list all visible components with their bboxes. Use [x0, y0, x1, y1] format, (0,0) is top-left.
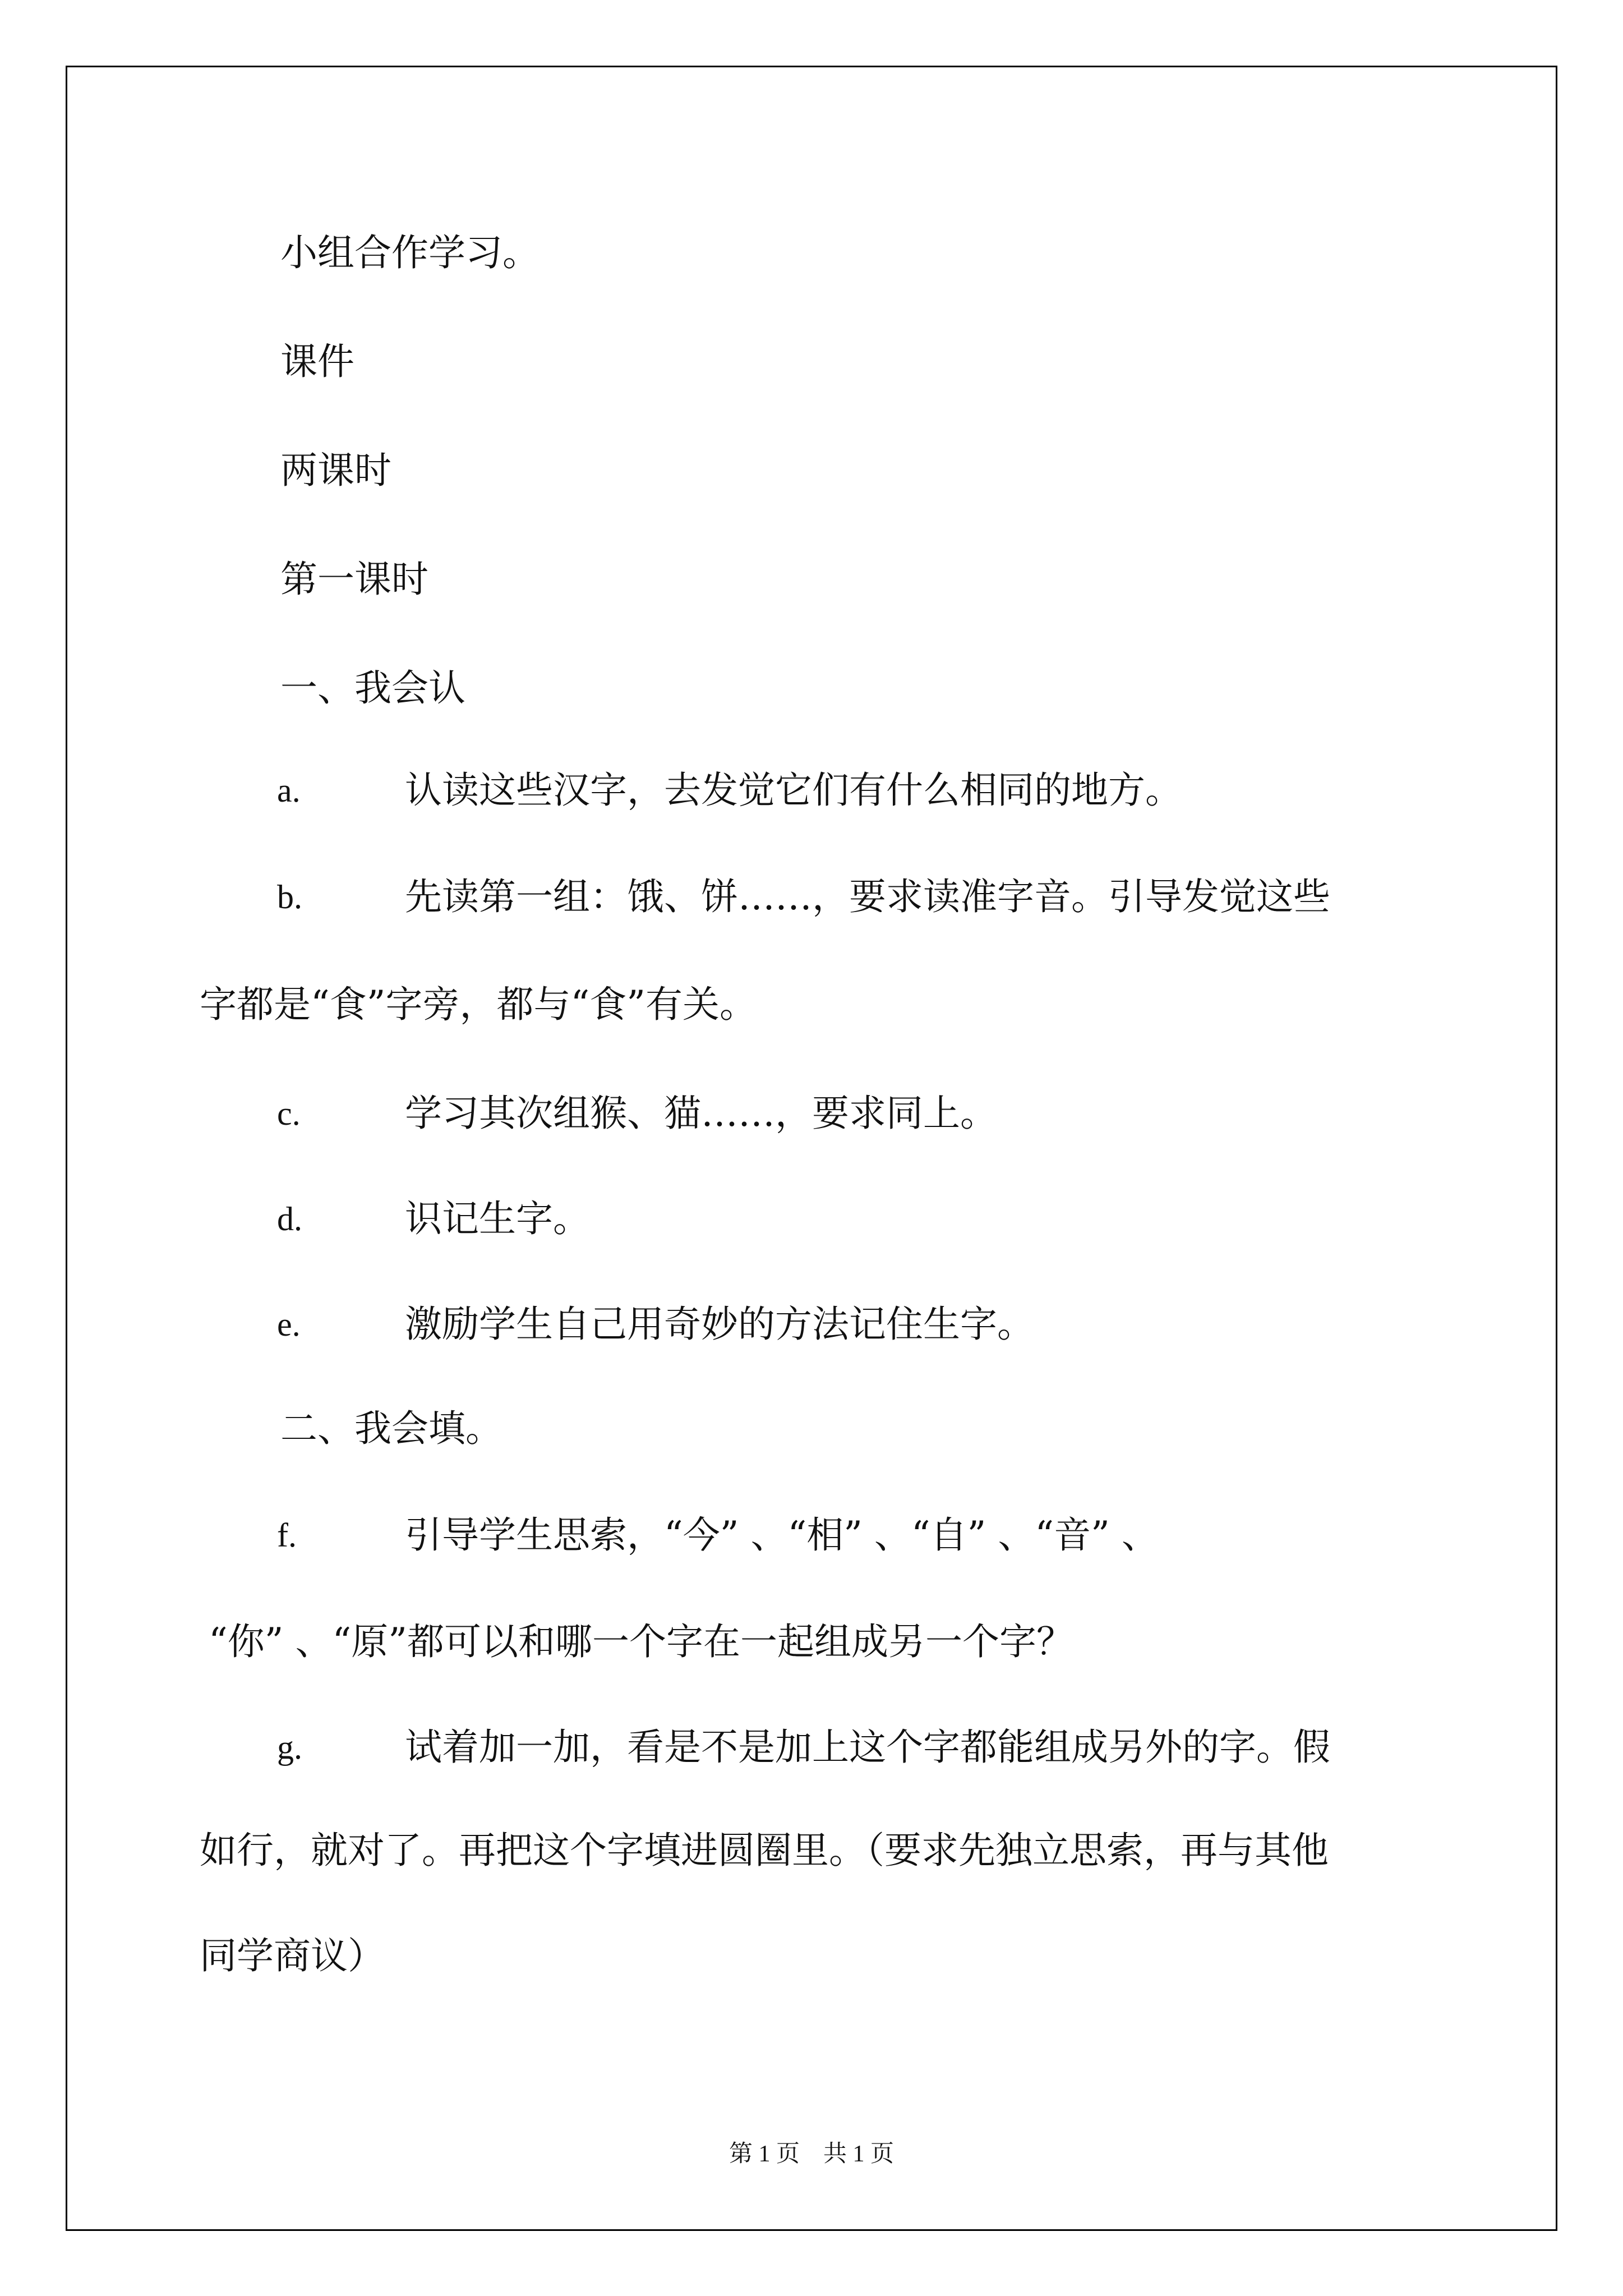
heading-first-lesson: 第一课时	[280, 558, 428, 601]
list-marker-f: f.	[277, 1517, 297, 1554]
list-item-d-line-1: 识记生字。	[405, 1197, 590, 1240]
heading-section-two: 二、我会填。	[280, 1407, 502, 1450]
list-marker-e: e.	[277, 1306, 301, 1343]
list-item-b-line-1: 先读第一组：饿、饼……，要求读准字音。引导发觉这些	[405, 875, 1330, 918]
heading-section-one: 一、我会认	[280, 666, 465, 710]
list-item-f-line-2: “你” 、“原”都可以和哪一个字在一起组成另一个字？	[209, 1620, 1073, 1663]
paragraph-courseware: 课件	[280, 340, 354, 383]
list-item-g-line-1: 试着加一加，看是不是加上这个字都能组成另外的字。假	[405, 1726, 1330, 1769]
paragraph-two-lessons: 两课时	[280, 449, 391, 492]
list-item-f-line-1: 引导学生思索，“今” 、“相” 、“自” 、“音” 、	[405, 1513, 1159, 1557]
list-marker-d: d.	[277, 1200, 302, 1237]
list-item-c-line-1: 学习其次组猴、猫……，要求同上。	[405, 1092, 997, 1135]
page-border	[66, 66, 1557, 2231]
list-marker-c: c.	[277, 1095, 301, 1132]
list-marker-b: b.	[277, 878, 302, 915]
list-item-g-line-2: 如行，就对了。再把这个字填进圆圈里。（要求先独立思索，再与其他	[200, 1829, 1329, 1872]
list-item-b-line-2: 字都是“食”字旁，都与“食”有关。	[200, 983, 757, 1026]
list-marker-a: a.	[277, 772, 301, 809]
page-footer: 第 1 页 共 1 页	[728, 2141, 894, 2167]
paragraph-group-study: 小组合作学习。	[280, 231, 540, 274]
list-item-e-line-1: 激励学生自己用奇妙的方法记住生字。	[405, 1303, 1034, 1346]
list-item-a-line-1: 认读这些汉字，去发觉它们有什么相同的地方。	[405, 769, 1182, 812]
list-item-g-line-3: 同学商议）	[200, 1934, 385, 1977]
list-marker-g: g.	[277, 1729, 302, 1766]
